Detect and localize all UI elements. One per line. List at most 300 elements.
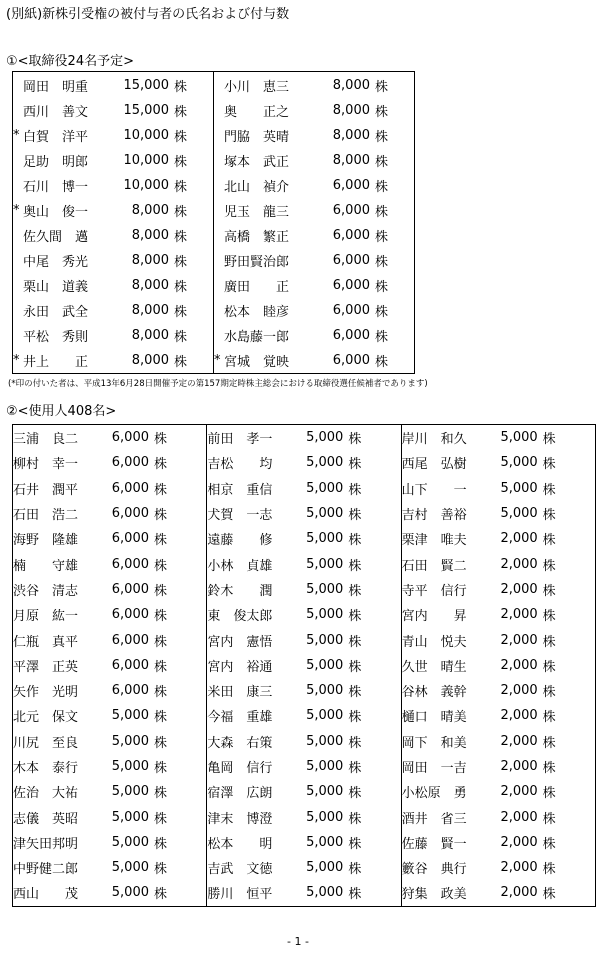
share-unit: 株: [348, 862, 362, 878]
list-item: [402, 855, 595, 880]
share-count: 5,000: [306, 506, 344, 522]
person-name: 栗山 道義: [23, 280, 89, 295]
person-name: 仁瓶 真平: [13, 634, 79, 650]
person-name: 高橋 繁正: [224, 230, 290, 245]
share-count: 2,000: [500, 657, 538, 673]
list-item: [207, 779, 400, 804]
person-name: 岸川 和久: [401, 432, 467, 448]
person-name: 相京 重信: [207, 482, 273, 498]
share-unit: 株: [375, 280, 389, 295]
list-item: [13, 551, 206, 576]
share-unit: 株: [154, 457, 168, 473]
share-count: 15,000: [123, 78, 169, 93]
share-unit: 株: [542, 811, 556, 827]
list-item: [402, 830, 595, 855]
share-unit: 株: [348, 533, 362, 549]
list-item: [13, 779, 206, 804]
person-name: 勝川 恒平: [207, 887, 273, 903]
share-count: 6,000: [111, 531, 149, 547]
person-name: 北元 保文: [13, 710, 79, 726]
person-name: 奥 正之: [224, 105, 290, 120]
share-count: 6,000: [332, 328, 370, 343]
share-unit: 株: [154, 634, 168, 650]
share-count: 5,000: [306, 708, 344, 724]
list-item: [13, 323, 213, 348]
candidate-mark: *: [13, 353, 20, 368]
share-count: 2,000: [500, 885, 538, 901]
share-unit: 株: [542, 862, 556, 878]
person-name: 月原 紘一: [13, 609, 79, 625]
share-count: 2,000: [500, 556, 538, 572]
share-count: 5,000: [306, 834, 344, 850]
list-item: [207, 729, 400, 754]
person-name: 野田賢治郎: [224, 255, 290, 270]
person-name: 海野 隆雄: [13, 533, 79, 549]
person-name: 松本 睦彦: [224, 305, 290, 320]
person-name: 平澤 正英: [13, 659, 79, 675]
share-unit: 株: [348, 659, 362, 675]
list-item: [214, 298, 414, 323]
person-name: 北山 禎介: [224, 180, 290, 195]
directors-column: [13, 72, 214, 374]
person-name: 青山 悦夫: [401, 634, 467, 650]
person-name: 児玉 龍三: [224, 205, 290, 220]
share-unit: 株: [375, 155, 389, 170]
share-count: 6,000: [332, 353, 370, 368]
list-item: [402, 476, 595, 501]
list-item: [13, 577, 206, 602]
candidate-mark: *: [214, 353, 221, 368]
list-item: [402, 653, 595, 678]
person-name: 佐治 大祐: [13, 786, 79, 802]
list-item: [13, 348, 213, 373]
share-unit: 株: [348, 761, 362, 776]
share-count: 5,000: [111, 784, 149, 800]
employees-list: [402, 425, 595, 906]
share-count: 5,000: [306, 657, 344, 673]
share-unit: 株: [154, 685, 168, 701]
share-unit: 株: [174, 255, 188, 270]
share-unit: 株: [542, 685, 556, 701]
share-unit: 株: [154, 533, 168, 549]
person-name: 津矢田邦明: [13, 836, 79, 852]
list-item: [402, 729, 595, 754]
share-count: 5,000: [306, 607, 344, 623]
share-count: 2,000: [500, 809, 538, 825]
list-item: [207, 602, 400, 627]
share-unit: 株: [174, 280, 188, 295]
share-unit: 株: [174, 205, 188, 220]
share-unit: 株: [542, 634, 556, 650]
person-name: 米田 康三: [207, 685, 273, 701]
list-item: [13, 223, 213, 248]
share-unit: 株: [375, 230, 389, 245]
person-name: 川尻 至良: [13, 735, 79, 751]
share-count: 8,000: [131, 328, 169, 343]
list-item: [13, 754, 206, 779]
list-item: [13, 804, 206, 829]
list-item: [214, 248, 414, 273]
share-unit: 株: [174, 105, 188, 120]
person-name: 西山 茂: [13, 887, 79, 903]
share-count: 6,000: [332, 303, 370, 318]
person-name: 石田 賢二: [401, 558, 467, 574]
share-count: 6,000: [332, 278, 370, 293]
share-count: 5,000: [111, 834, 149, 850]
person-name: 奥山 俊一: [23, 205, 89, 220]
share-unit: 株: [348, 786, 362, 802]
share-count: 5,000: [306, 784, 344, 800]
person-name: 宮内 裕通: [207, 659, 273, 675]
share-unit: 株: [174, 130, 188, 145]
share-unit: 株: [154, 761, 168, 776]
share-count: 2,000: [500, 632, 538, 648]
person-name: 亀岡 信行: [207, 761, 273, 776]
person-name: 津末 博澄: [207, 811, 273, 827]
share-unit: 株: [348, 609, 362, 625]
person-name: 渋谷 清志: [13, 583, 79, 599]
person-name: 楠 守雄: [13, 558, 79, 574]
share-count: 6,000: [111, 556, 149, 572]
share-count: 5,000: [500, 430, 538, 446]
person-name: 籔谷 典行: [401, 862, 467, 878]
share-unit: 株: [542, 710, 556, 726]
list-item: [207, 476, 400, 501]
share-unit: 株: [348, 457, 362, 473]
share-unit: 株: [154, 811, 168, 827]
person-name: 井上 正: [23, 355, 89, 370]
list-item: [13, 703, 206, 728]
share-count: 5,000: [306, 860, 344, 876]
list-item: [13, 602, 206, 627]
list-item: [13, 729, 206, 754]
share-unit: 株: [375, 305, 389, 320]
list-item: [214, 223, 414, 248]
list-item: [207, 425, 400, 450]
share-count: 5,000: [111, 759, 149, 774]
list-item: [402, 551, 595, 576]
list-item: [13, 273, 213, 298]
list-item: [13, 880, 206, 905]
share-unit: 株: [154, 482, 168, 498]
share-unit: 株: [154, 558, 168, 574]
share-count: 6,000: [332, 253, 370, 268]
list-item: [214, 198, 414, 223]
share-count: 2,000: [500, 683, 538, 699]
list-item: [402, 450, 595, 475]
share-count: 5,000: [500, 506, 538, 522]
person-name: 中尾 秀光: [23, 255, 89, 270]
list-item: [13, 501, 206, 526]
share-count: 5,000: [500, 455, 538, 471]
person-name: 狩集 政美: [401, 887, 467, 903]
share-unit: 株: [174, 155, 188, 170]
person-name: 小川 恵三: [224, 80, 290, 95]
share-unit: 株: [542, 508, 556, 524]
share-unit: 株: [542, 482, 556, 498]
share-unit: 株: [174, 80, 188, 95]
list-item: [402, 627, 595, 652]
share-count: 8,000: [131, 203, 169, 218]
share-unit: 株: [542, 836, 556, 852]
share-count: 6,000: [332, 178, 370, 193]
directors-table: [12, 71, 415, 374]
share-count: 5,000: [306, 455, 344, 471]
list-item: [402, 425, 595, 450]
share-count: 5,000: [500, 480, 538, 496]
share-unit: 株: [375, 355, 389, 370]
share-count: 2,000: [500, 860, 538, 876]
share-count: 10,000: [123, 178, 169, 193]
share-unit: 株: [348, 887, 362, 903]
share-count: 5,000: [306, 556, 344, 572]
document-title: (別紙)新株引受権の被付与者の氏名および付与数: [6, 7, 290, 22]
list-item: [207, 880, 400, 905]
share-count: 6,000: [111, 683, 149, 699]
person-name: 栗津 唯夫: [401, 533, 467, 549]
person-name: 足助 明郎: [23, 155, 89, 170]
person-name: 前田 孝一: [207, 432, 273, 448]
share-unit: 株: [154, 887, 168, 903]
person-name: 西川 善文: [23, 105, 89, 120]
list-item: [13, 526, 206, 551]
share-unit: 株: [375, 180, 389, 195]
list-item: [207, 855, 400, 880]
list-item: [214, 348, 414, 373]
share-count: 6,000: [111, 657, 149, 673]
list-item: [207, 678, 400, 703]
person-name: 石川 博一: [23, 180, 89, 195]
person-name: 遠藤 修: [207, 533, 273, 549]
person-name: 石井 潤平: [13, 482, 79, 498]
share-unit: 株: [348, 508, 362, 524]
share-count: 5,000: [306, 885, 344, 901]
share-count: 5,000: [306, 480, 344, 496]
list-item: [402, 779, 595, 804]
share-unit: 株: [154, 735, 168, 751]
share-unit: 株: [154, 862, 168, 878]
person-name: 石田 浩二: [13, 508, 79, 524]
list-item: [402, 804, 595, 829]
person-name: 中野健二郎: [13, 862, 79, 878]
share-count: 10,000: [123, 128, 169, 143]
person-name: 犬賀 一志: [207, 508, 273, 524]
list-item: [207, 830, 400, 855]
share-count: 2,000: [500, 531, 538, 547]
candidate-mark: *: [13, 203, 20, 218]
share-unit: 株: [542, 457, 556, 473]
list-item: [207, 627, 400, 652]
list-item: [207, 450, 400, 475]
list-item: [13, 627, 206, 652]
share-count: 8,000: [332, 78, 370, 93]
share-unit: 株: [174, 180, 188, 195]
share-count: 6,000: [332, 203, 370, 218]
list-item: [13, 476, 206, 501]
list-item: [402, 880, 595, 905]
person-name: 宮内 憲悟: [207, 634, 273, 650]
share-unit: 株: [348, 710, 362, 726]
list-item: [13, 653, 206, 678]
list-item: [13, 248, 213, 273]
person-name: 宮城 覚映: [224, 355, 290, 370]
list-item: [13, 98, 213, 123]
share-count: 5,000: [306, 581, 344, 597]
person-name: 酒井 省三: [401, 811, 467, 827]
list-item: [207, 703, 400, 728]
list-item: [207, 577, 400, 602]
share-unit: 株: [542, 786, 556, 802]
share-unit: 株: [174, 330, 188, 345]
share-count: 8,000: [131, 228, 169, 243]
share-count: 6,000: [111, 581, 149, 597]
person-name: 大森 右策: [207, 735, 273, 751]
list-item: [207, 653, 400, 678]
person-name: 岡田 一吉: [401, 761, 467, 776]
employees-column: [13, 425, 207, 907]
person-name: 木本 泰行: [13, 761, 79, 776]
share-count: 6,000: [111, 480, 149, 496]
person-name: 樋口 晴美: [401, 710, 467, 726]
list-item: [13, 425, 206, 450]
person-name: 今福 重雄: [207, 710, 273, 726]
person-name: 佐藤 賢一: [401, 836, 467, 852]
share-count: 8,000: [332, 128, 370, 143]
person-name: 塚本 武正: [224, 155, 290, 170]
share-count: 5,000: [306, 759, 344, 774]
share-count: 5,000: [306, 531, 344, 547]
share-unit: 株: [154, 508, 168, 524]
list-item: [13, 298, 213, 323]
person-name: 吉松 均: [207, 457, 273, 473]
share-count: 6,000: [111, 632, 149, 648]
list-item: [214, 173, 414, 198]
share-count: 8,000: [131, 278, 169, 293]
person-name: 山下 一: [401, 482, 467, 498]
person-name: 谷林 義幹: [401, 685, 467, 701]
share-count: 6,000: [111, 506, 149, 522]
share-unit: 株: [348, 583, 362, 599]
list-item: [13, 198, 213, 223]
person-name: 小林 貞雄: [207, 558, 273, 574]
share-unit: 株: [174, 355, 188, 370]
share-count: 8,000: [131, 253, 169, 268]
person-name: 廣田 正: [224, 280, 290, 295]
list-item: [13, 678, 206, 703]
share-count: 5,000: [306, 632, 344, 648]
employees-list: [13, 425, 206, 906]
share-count: 5,000: [306, 809, 344, 825]
list-item: [13, 830, 206, 855]
directors-list: [13, 72, 213, 373]
list-item: [13, 450, 206, 475]
share-count: 6,000: [111, 607, 149, 623]
share-unit: 株: [154, 583, 168, 599]
share-count: 2,000: [500, 733, 538, 749]
person-name: 鈴木 潤: [207, 583, 273, 599]
share-unit: 株: [375, 255, 389, 270]
list-item: [207, 551, 400, 576]
list-item: [13, 173, 213, 198]
list-item: [214, 323, 414, 348]
section-directors-heading: ①<取締役24名予定>: [6, 54, 134, 69]
share-count: 6,000: [111, 455, 149, 471]
person-name: 柳村 幸一: [13, 457, 79, 473]
list-item: [214, 123, 414, 148]
person-name: 宮内 昇: [401, 609, 467, 625]
list-item: [13, 148, 213, 173]
list-item: [207, 526, 400, 551]
share-unit: 株: [375, 105, 389, 120]
share-unit: 株: [348, 432, 362, 448]
list-item: [402, 703, 595, 728]
share-unit: 株: [542, 609, 556, 625]
share-unit: 株: [154, 786, 168, 802]
list-item: [214, 72, 414, 98]
share-count: 5,000: [111, 733, 149, 749]
share-unit: 株: [348, 685, 362, 701]
share-unit: 株: [542, 432, 556, 448]
person-name: 久世 晴生: [401, 659, 467, 675]
list-item: [214, 148, 414, 173]
share-count: 2,000: [500, 708, 538, 724]
share-unit: 株: [154, 659, 168, 675]
list-item: [402, 602, 595, 627]
share-unit: 株: [154, 710, 168, 726]
list-item: [13, 123, 213, 148]
share-count: 8,000: [131, 303, 169, 318]
employees-column: [207, 425, 401, 907]
person-name: 岡田 明重: [23, 80, 89, 95]
list-item: [402, 754, 595, 779]
person-name: 水島藤一郎: [224, 330, 290, 345]
share-count: 6,000: [332, 228, 370, 243]
share-unit: 株: [348, 811, 362, 827]
share-unit: 株: [348, 735, 362, 751]
share-count: 2,000: [500, 581, 538, 597]
person-name: 東 俊太郎: [207, 609, 273, 625]
share-unit: 株: [375, 130, 389, 145]
share-unit: 株: [348, 634, 362, 650]
share-unit: 株: [348, 836, 362, 852]
share-unit: 株: [154, 432, 168, 448]
person-name: 吉武 文徳: [207, 862, 273, 878]
list-item: [13, 855, 206, 880]
person-name: 三浦 良二: [13, 432, 79, 448]
share-unit: 株: [542, 659, 556, 675]
share-count: 5,000: [111, 885, 149, 901]
candidate-mark: *: [13, 128, 20, 143]
share-unit: 株: [375, 205, 389, 220]
list-item: [13, 72, 213, 98]
list-item: [402, 577, 595, 602]
list-item: [207, 754, 400, 779]
share-unit: 株: [174, 305, 188, 320]
share-count: 2,000: [500, 834, 538, 850]
directors-column: [214, 72, 415, 374]
list-item: [214, 98, 414, 123]
share-count: 2,000: [500, 759, 538, 774]
list-item: [214, 273, 414, 298]
list-item: [402, 678, 595, 703]
person-name: 矢作 光明: [13, 685, 79, 701]
list-item: [402, 526, 595, 551]
share-unit: 株: [542, 735, 556, 751]
person-name: 志儀 英昭: [13, 811, 79, 827]
share-count: 8,000: [332, 153, 370, 168]
section-employees-heading: ②<使用人408名>: [6, 404, 117, 419]
share-unit: 株: [154, 609, 168, 625]
